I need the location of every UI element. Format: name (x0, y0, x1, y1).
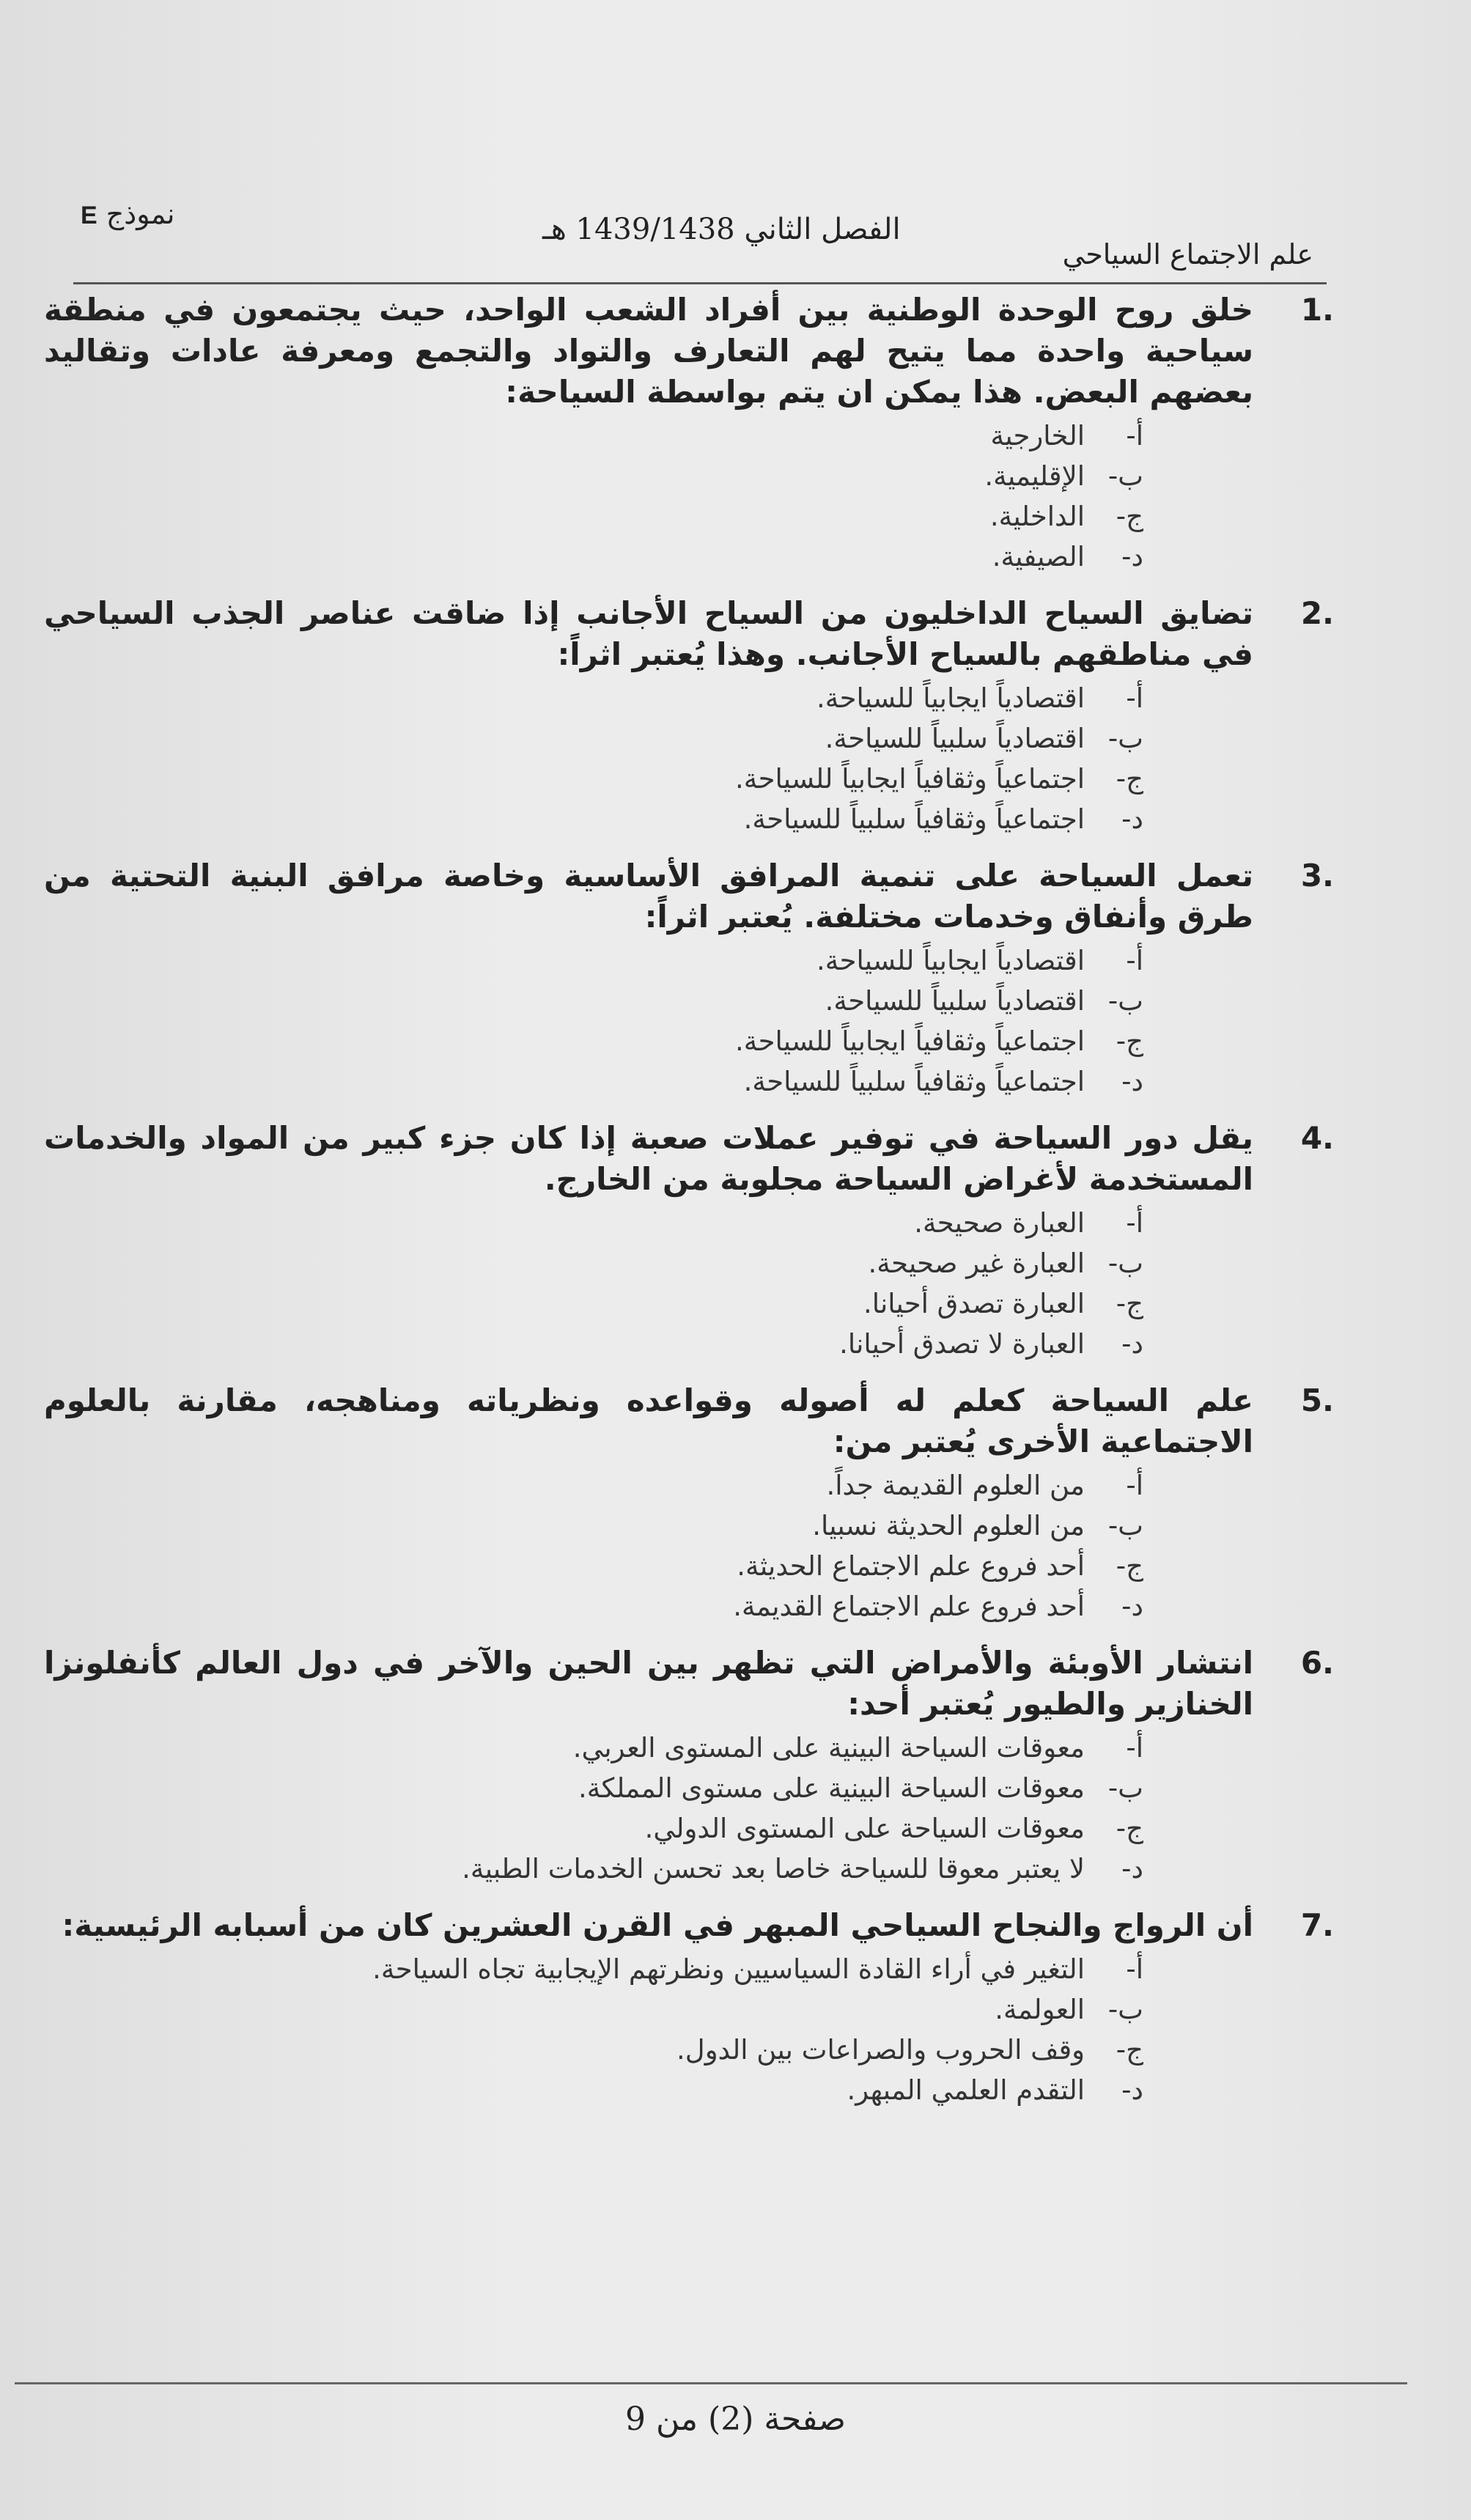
option-letter: ب- (1107, 1248, 1143, 1279)
option-letter: ج- (1116, 763, 1143, 795)
answer-option (44, 1465, 1143, 1506)
option-text: اقتصادياً سلبياً للسياحة. (825, 723, 1085, 754)
option-text: اجتماعياً وثقافياً سلبياً للسياحة. (743, 1066, 1085, 1097)
answer-option (44, 1586, 1143, 1626)
option-letter: أ- (1126, 420, 1143, 452)
answer-option (44, 759, 1143, 799)
answer-option (44, 1808, 1143, 1849)
option-text: العبارة لا تصدق أحيانا. (839, 1328, 1085, 1360)
model-letter: E (81, 202, 97, 229)
option-letter: ج- (1116, 1025, 1143, 1057)
answer-option (44, 537, 1143, 577)
option-text: الصيفية. (992, 541, 1085, 572)
question-stem (44, 1905, 1334, 1946)
question-5 (44, 1380, 1334, 1626)
option-text: اجتماعياً وثقافياً ايجابياً للسياحة. (735, 763, 1085, 795)
option-letter: ب- (1107, 723, 1143, 754)
question-6 (44, 1643, 1334, 1889)
option-letter: د- (1121, 1591, 1143, 1622)
answer-option (44, 981, 1143, 1021)
options-list (44, 1949, 1334, 2110)
option-letter: ج- (1116, 1288, 1143, 1319)
option-letter: أ- (1126, 682, 1143, 714)
answer-option (44, 1849, 1143, 1889)
question-text: انتشار الأوبئة والأمراض التي تظهر بين الحين والآخر في دول العالم كأنفلونزا الخنازير والطيور يُعتبر أحد: (44, 1645, 1253, 1722)
option-letter: د- (1121, 1066, 1143, 1097)
option-text: الإقليمية. (984, 460, 1085, 492)
page-number: صفحة (2) من 9 (625, 2401, 846, 2438)
model-label-text: نموذج (106, 198, 175, 230)
question-7 (44, 1905, 1334, 2110)
question-number: 3. (1300, 858, 1334, 894)
option-text: اجتماعياً وثقافياً ايجابياً للسياحة. (735, 1025, 1085, 1057)
option-text: معوقات السياحة البينية على المستوى العربي. (572, 1732, 1085, 1764)
answer-option (44, 799, 1143, 839)
answer-option (44, 1243, 1143, 1283)
option-letter: أ- (1126, 1953, 1143, 1985)
footer-divider (15, 2382, 1407, 2384)
option-letter: د- (1121, 1328, 1143, 1360)
question-text: تعمل السياحة على تنمية المرافق الأساسية وخاصة مرافق البنية التحتية من طرق وأنفاق وخدمات مختلفة. يُعتبر اثراً: (44, 858, 1253, 935)
option-text: التغير في أراء القادة السياسيين ونظرتهم الإيجابية تجاه السياحة. (372, 1953, 1085, 1985)
option-letter: أ- (1126, 1470, 1143, 1501)
option-text: اقتصادياً ايجابياً للسياحة. (816, 945, 1085, 976)
option-letter: ج- (1116, 1813, 1143, 1844)
question-number: 4. (1300, 1120, 1334, 1156)
option-text: معوقات السياحة على المستوى الدولي. (644, 1813, 1085, 1844)
answer-option (44, 1768, 1143, 1808)
option-letter: د- (1121, 2074, 1143, 2106)
question-4 (44, 1118, 1334, 1364)
question-text: أن الرواج والنجاح السياحي المبهر في القرن العشرين كان من أسبابه الرئيسية: (62, 1907, 1253, 1943)
question-text: يقل دور السياحة في توفير عملات صعبة إذا كان جزء كبير من المواد والخدمات المستخدمة لأغراض السياحة مجلوبة من الخارج. (44, 1120, 1253, 1197)
option-letter: ب- (1107, 460, 1143, 492)
questions-list (44, 290, 1334, 2126)
option-text: الخارجية (990, 420, 1085, 452)
answer-option (44, 456, 1143, 496)
option-text: العبارة تصدق أحيانا. (863, 1288, 1085, 1319)
question-stem (44, 1118, 1334, 1200)
question-stem (44, 593, 1334, 675)
option-text: معوقات السياحة البينية على مستوى المملكة. (578, 1772, 1085, 1804)
question-stem (44, 290, 1334, 413)
options-list (44, 678, 1334, 839)
option-text: وقف الحروب والصراعات بين الدول. (676, 2034, 1085, 2066)
question-2 (44, 593, 1334, 839)
option-letter: أ- (1126, 945, 1143, 976)
option-text: اقتصادياً ايجابياً للسياحة. (816, 682, 1085, 714)
option-text: من العلوم القديمة جداً. (826, 1470, 1085, 1501)
option-text: العولمة. (995, 1994, 1085, 2025)
option-letter: د- (1121, 803, 1143, 835)
option-text: الداخلية. (989, 501, 1085, 532)
options-list (44, 1728, 1334, 1889)
option-letter: د- (1121, 541, 1143, 572)
model-label (81, 198, 174, 230)
answer-option (44, 940, 1143, 981)
answer-option (44, 1546, 1143, 1586)
answer-option (44, 1989, 1143, 2030)
answer-option (44, 2070, 1143, 2110)
header-divider (73, 282, 1327, 284)
option-text: العبارة غير صحيحة. (868, 1248, 1085, 1279)
option-text: اجتماعياً وثقافياً سلبياً للسياحة. (743, 803, 1085, 835)
option-letter: أ- (1126, 1732, 1143, 1764)
option-letter: ب- (1107, 1994, 1143, 2025)
answer-option (44, 1203, 1143, 1243)
option-letter: ج- (1116, 501, 1143, 532)
answer-option (44, 1728, 1143, 1768)
option-letter: ب- (1107, 1510, 1143, 1541)
option-letter: ب- (1107, 985, 1143, 1017)
question-1 (44, 290, 1334, 577)
question-text: تضايق السياح الداخليون من السياح الأجانب إذا ضاقت عناصر الجذب السياحي في مناطقهم بالسياح الأجانب. وهذا يُعتبر اثراً: (44, 595, 1253, 672)
answer-option (44, 1324, 1143, 1364)
options-list (44, 1203, 1334, 1364)
answer-option (44, 1949, 1143, 1989)
option-letter: ب- (1107, 1772, 1143, 1804)
term-label: الفصل الثاني 1439/1438 هـ (542, 213, 901, 246)
question-text: علم السياحة كعلم له أصوله وقواعده ونظرياته ومناهجه، مقارنة بالعلوم الاجتماعية الأخرى يُعتبر من: (44, 1382, 1253, 1459)
answer-option (44, 416, 1143, 456)
question-stem (44, 1643, 1334, 1725)
question-number: 1. (1300, 292, 1334, 328)
question-number: 6. (1300, 1645, 1334, 1681)
question-3 (44, 855, 1334, 1102)
option-letter: ج- (1116, 1550, 1143, 1582)
answer-option (44, 496, 1143, 537)
question-text: خلق روح الوحدة الوطنية بين أفراد الشعب الواحد، حيث يجتمعون في منطقة سياحية واحدة مما يتيح لهم التعارف والتواد والتجمع ومعرفة عادات وتقاليد بعضهم البعض. هذا يمكن ان يتم بواسطة السياحة: (44, 292, 1253, 410)
question-stem (44, 1380, 1334, 1462)
option-text: أحد فروع علم الاجتماع الحديثة. (737, 1550, 1085, 1582)
option-letter: ج- (1116, 2034, 1143, 2066)
options-list (44, 1465, 1334, 1626)
option-text: اقتصادياً سلبياً للسياحة. (825, 985, 1085, 1017)
answer-option (44, 718, 1143, 759)
options-list (44, 416, 1334, 577)
question-number: 2. (1300, 595, 1334, 631)
answer-option (44, 1506, 1143, 1546)
answer-option (44, 2030, 1143, 2070)
question-number: 7. (1300, 1907, 1334, 1943)
question-stem (44, 855, 1334, 937)
answer-option (44, 1021, 1143, 1061)
option-letter: أ- (1126, 1207, 1143, 1239)
answer-option (44, 1283, 1143, 1324)
answer-option (44, 678, 1143, 718)
option-text: التقدم العلمي المبهر. (847, 2074, 1085, 2106)
options-list (44, 940, 1334, 1102)
answer-option (44, 1061, 1143, 1102)
option-letter: د- (1121, 1853, 1143, 1885)
option-text: من العلوم الحديثة نسبيا. (812, 1510, 1085, 1541)
subject-title: علم الاجتماع السياحي (1062, 238, 1313, 270)
option-text: أحد فروع علم الاجتماع القديمة. (733, 1591, 1085, 1622)
question-number: 5. (1300, 1382, 1334, 1418)
option-text: العبارة صحيحة. (914, 1207, 1085, 1239)
option-text: لا يعتبر معوقا للسياحة خاصا بعد تحسن الخدمات الطبية. (462, 1853, 1085, 1885)
